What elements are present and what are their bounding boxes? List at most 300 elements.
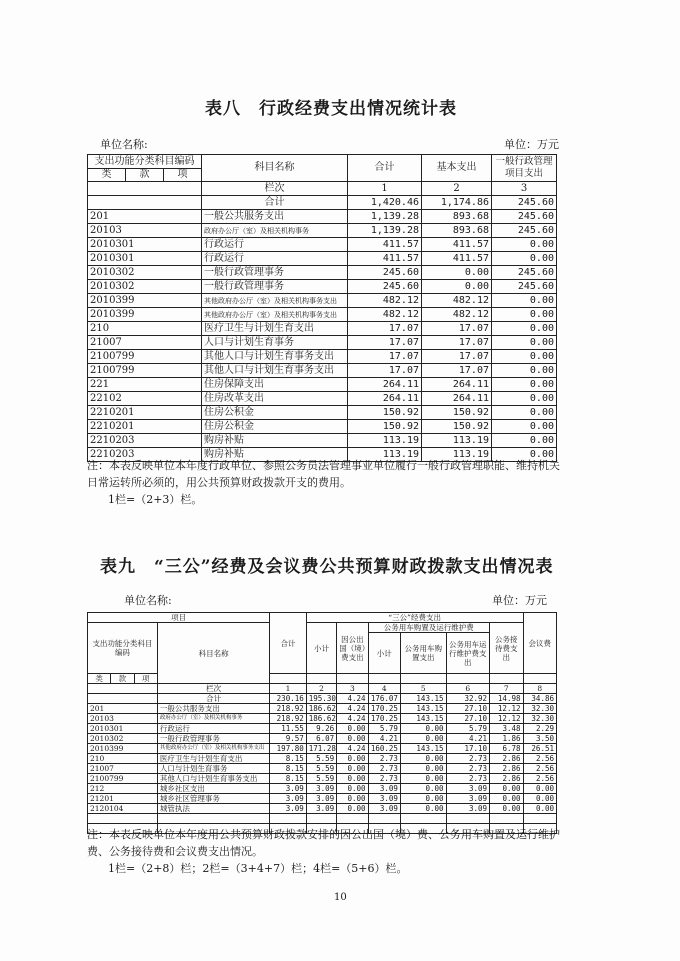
value-cell: 4.21 (368, 734, 400, 744)
table-row (88, 252, 557, 266)
t9-code-header: 支出功能分类科目编码 (88, 623, 158, 674)
basic-cell: 264.11 (422, 392, 492, 406)
name-cell: 政府办公厅（室）及相关机构事务 (202, 224, 348, 238)
value-cell: 9.26 (306, 724, 336, 734)
col3-label: 3 (492, 182, 557, 196)
blank-cell (157, 814, 269, 824)
code-cell: 2010399 (88, 744, 158, 754)
value-cell: 4.24 (337, 744, 368, 754)
name-cell: 住房保障支出 (202, 378, 348, 392)
t9-total-value: 143.15 (400, 694, 446, 704)
sangong-header: “三公”经费支出 (306, 613, 523, 623)
value-cell: 3.09 (446, 794, 490, 804)
value-cell: 8.15 (270, 764, 306, 774)
blank-cell (368, 814, 400, 824)
code-cell: 2010301 (88, 724, 158, 734)
t9-total-value: 4.24 (337, 694, 368, 704)
code-cell: 2100799 (88, 364, 202, 378)
t9-kuan-header: 款 (111, 674, 134, 684)
value-cell: 143.15 (400, 704, 446, 714)
value-cell: 12.12 (490, 704, 523, 714)
general-cell: 245.60 (492, 280, 557, 294)
table-row (88, 804, 557, 814)
total-value: 1,420.46 (348, 196, 422, 210)
value-cell: 3.09 (368, 804, 400, 814)
table9-formula: 1栏=（2+8）栏；2栏=（3+4+7）栏；4栏=（5+6）栏。 (108, 862, 408, 875)
value-cell: 0.00 (400, 774, 446, 784)
total-cell: 17.07 (348, 364, 422, 378)
code-header: 支出功能分类科目编码 (88, 155, 201, 169)
table8-total-row (88, 196, 557, 210)
table9-unit-name: 单位名称: (124, 594, 172, 607)
value-cell: 5.59 (306, 754, 336, 764)
page-number: 10 (334, 892, 347, 903)
table-row (88, 322, 557, 336)
general-cell: 0.00 (492, 434, 557, 448)
value-cell: 0.00 (523, 804, 557, 814)
name-cell: 其他政府办公厅（室）及相关机构事务支出 (202, 294, 348, 308)
general-cell: 0.00 (492, 238, 557, 252)
code-cell: 221 (88, 378, 202, 392)
total-cell: 264.11 (348, 392, 422, 406)
blank-row (88, 814, 557, 824)
total-cell: 245.60 (348, 280, 422, 294)
name-header: 科目名称 (202, 155, 348, 182)
t9-col-label: 5 (400, 684, 446, 694)
name-cell: 医疗卫生与计划生育支出 (202, 322, 348, 336)
name-cell: 购房补贴 (202, 434, 348, 448)
value-cell: 2.86 (490, 754, 523, 764)
general-cell: 0.00 (492, 336, 557, 350)
code-cell: 21201 (88, 794, 158, 804)
table9-lanci-row (88, 684, 557, 694)
value-cell: 5.59 (306, 774, 336, 784)
blank-cell (306, 814, 336, 824)
value-cell: 0.00 (337, 734, 368, 744)
basic-cell: 482.12 (422, 308, 492, 322)
basic-cell: 150.92 (422, 406, 492, 420)
t9-subtotal-header: 小计 (306, 623, 336, 674)
value-cell: 0.00 (490, 804, 523, 814)
blank-cell (523, 674, 557, 684)
table-row (88, 754, 557, 764)
value-cell: 0.00 (337, 804, 368, 814)
kuan-header: 款 (126, 169, 164, 181)
blank-cell (400, 814, 446, 824)
item-header: 项目 (88, 613, 270, 623)
meeting-header: 会议费 (523, 613, 557, 674)
value-cell: 2.86 (490, 774, 523, 784)
value-cell: 2.56 (523, 774, 557, 784)
value-cell: 0.00 (400, 794, 446, 804)
value-cell: 186.62 (306, 704, 336, 714)
basic-cell: 17.07 (422, 322, 492, 336)
value-cell: 2.56 (523, 754, 557, 764)
blank-cell (306, 674, 336, 684)
value-cell: 8.15 (270, 774, 306, 784)
total-cell: 150.92 (348, 406, 422, 420)
t9-total-value: 176.07 (368, 694, 400, 704)
code-cell: 2010302 (88, 280, 202, 294)
value-cell: 0.00 (400, 764, 446, 774)
table-row (88, 350, 557, 364)
table-row (88, 308, 557, 322)
total-cell: 411.57 (348, 238, 422, 252)
name-cell: 住房公积金 (202, 406, 348, 420)
table-row (88, 364, 557, 378)
name-cell: 其他人口与计划生育事务支出 (202, 364, 348, 378)
vehicle-buy-header: 公务用车购置支出 (400, 633, 446, 674)
table-row (88, 704, 557, 714)
code-cell: 2010399 (88, 308, 202, 322)
reception-header: 公务接待费支出 (490, 623, 523, 674)
name-cell: 其他政府办公厅（室）及相关机构事务支出 (202, 308, 348, 322)
value-cell: 12.12 (490, 714, 523, 724)
name-cell: 政府办公厅（室）及相关机构事务 (157, 714, 269, 724)
blank-cell (88, 182, 202, 196)
value-cell: 3.09 (270, 784, 306, 794)
total-cell: 17.07 (348, 322, 422, 336)
general-cell: 245.60 (492, 266, 557, 280)
table8-note: 注：本表反映单位本年度行政单位、参照公务员法管理事业单位履行一般行政管理职能、维持机关日常运转所必须的，用公共预算财政拨款开支的费用。 (87, 459, 560, 489)
general-cell: 0.00 (492, 406, 557, 420)
value-cell: 26.51 (523, 744, 557, 754)
value-cell: 2.73 (446, 754, 490, 764)
total-cell: 1,139.28 (348, 224, 422, 238)
blank-cell (490, 674, 523, 684)
t9-name-header: 科目名称 (157, 623, 269, 684)
t9-total-label: 合计 (157, 694, 269, 704)
value-cell: 170.25 (368, 714, 400, 724)
basic-cell: 411.57 (422, 238, 492, 252)
value-cell: 32.30 (523, 704, 557, 714)
general-cell: 245.60 (492, 210, 557, 224)
table9-note: 注：本表反映单位本年度用公共预算财政拨款安排的因公出国（境）费、公务用车购置及运行维护费、公务接待费和会议费支出情况。 (87, 828, 560, 858)
value-cell: 3.09 (368, 784, 400, 794)
value-cell: 2.73 (368, 774, 400, 784)
total-label: 合计 (202, 196, 348, 210)
value-cell: 170.25 (368, 704, 400, 714)
value-cell: 3.50 (523, 734, 557, 744)
value-cell: 1.86 (490, 734, 523, 744)
name-cell: 其他人口与计划生育事务支出 (202, 350, 348, 364)
t9-col-label: 4 (368, 684, 400, 694)
table9-header-row1 (88, 613, 557, 623)
name-cell: 城乡社区管理事务 (157, 794, 269, 804)
blank-cell (490, 814, 523, 824)
t9-total-value: 14.98 (490, 694, 523, 704)
code-header-cell (88, 155, 202, 182)
t9-lanci-label: 栏次 (157, 684, 269, 694)
value-cell: 11.55 (270, 724, 306, 734)
t9-col-label: 7 (490, 684, 523, 694)
value-cell: 9.57 (270, 734, 306, 744)
table-row (88, 764, 557, 774)
general-cell: 0.00 (492, 392, 557, 406)
blank-cell (270, 814, 306, 824)
basic-cell: 264.11 (422, 378, 492, 392)
name-cell: 人口与计划生育事务 (157, 764, 269, 774)
value-cell: 4.21 (446, 734, 490, 744)
xiang-header: 项 (177, 169, 188, 180)
value-cell: 218.92 (270, 714, 306, 724)
table8-unit: 单位：万元 (504, 138, 559, 151)
blank-cell (446, 814, 490, 824)
total-cell: 411.57 (348, 252, 422, 266)
name-cell: 城乡社区支出 (157, 784, 269, 794)
table-row (88, 744, 557, 754)
code-cell: 20103 (88, 224, 202, 238)
basic-header: 基本支出 (422, 155, 492, 182)
total-cell: 113.19 (348, 448, 422, 462)
code-cell: 2010399 (88, 294, 202, 308)
table-row (88, 406, 557, 420)
basic-cell: 113.19 (422, 434, 492, 448)
total-cell: 482.12 (348, 308, 422, 322)
value-cell: 8.15 (270, 754, 306, 764)
general-header: 一般行政管理项目支出 (492, 155, 557, 182)
basic-cell: 482.12 (422, 294, 492, 308)
value-cell: 2.73 (446, 774, 490, 784)
t9-total-value: 230.16 (270, 694, 306, 704)
name-cell: 其他政府办公厅（室）及相关机构事务支出 (157, 744, 269, 754)
basic-cell: 893.68 (422, 224, 492, 238)
name-cell: 购房补贴 (202, 448, 348, 462)
value-cell: 0.00 (337, 764, 368, 774)
code-cell: 201 (88, 704, 158, 714)
table-row (88, 238, 557, 252)
name-cell: 一般行政管理事务 (202, 266, 348, 280)
value-cell: 5.79 (368, 724, 400, 734)
table9-title: 表九 “三公”经费及会议费公共预算财政拨款支出情况表 (100, 557, 554, 577)
general-cell: 0.00 (492, 322, 557, 336)
basic-cell: 150.92 (422, 420, 492, 434)
blank-cell (368, 674, 400, 684)
total-cell: 245.60 (348, 266, 422, 280)
name-cell: 住房公积金 (202, 420, 348, 434)
name-cell: 城管执法 (157, 804, 269, 814)
code-cell: 20103 (88, 714, 158, 724)
value-cell: 3.09 (306, 804, 336, 814)
t9-total-value: 195.30 (306, 694, 336, 704)
basic-cell: 17.07 (422, 336, 492, 350)
value-cell: 32.30 (523, 714, 557, 724)
col1-label: 1 (348, 182, 422, 196)
col2-label: 2 (422, 182, 492, 196)
table-row (88, 434, 557, 448)
vehicle-run-header: 公务用车运行维护费支出 (446, 633, 490, 674)
table-row (88, 392, 557, 406)
value-cell: 0.00 (337, 794, 368, 804)
value-cell: 0.00 (337, 784, 368, 794)
value-cell: 3.09 (368, 794, 400, 804)
general-value: 245.60 (492, 196, 557, 210)
code-cell: 2100799 (88, 774, 158, 784)
value-cell: 5.59 (306, 764, 336, 774)
table-row (88, 420, 557, 434)
lanci-label: 栏次 (202, 182, 348, 196)
total-cell: 482.12 (348, 294, 422, 308)
value-cell: 0.00 (400, 784, 446, 794)
value-cell: 0.00 (523, 784, 557, 794)
code-cell: 2210203 (88, 434, 202, 448)
value-cell: 4.24 (337, 704, 368, 714)
blank-cell (88, 814, 158, 824)
basic-value: 1,174.86 (422, 196, 492, 210)
name-cell: 一般行政管理事务 (157, 734, 269, 744)
code-cell: 210 (88, 754, 158, 764)
value-cell: 17.10 (446, 744, 490, 754)
general-cell: 0.00 (492, 308, 557, 322)
blank-cell (270, 674, 306, 684)
value-cell: 0.00 (400, 734, 446, 744)
basic-cell: 17.07 (422, 350, 492, 364)
value-cell: 6.07 (306, 734, 336, 744)
value-cell: 197.80 (270, 744, 306, 754)
code-cell: 2210201 (88, 420, 202, 434)
code-cell: 2010302 (88, 266, 202, 280)
code-cell: 212 (88, 784, 158, 794)
value-cell: 0.00 (400, 804, 446, 814)
value-cell: 3.48 (490, 724, 523, 734)
value-cell: 160.25 (368, 744, 400, 754)
value-cell: 27.10 (446, 704, 490, 714)
code-cell: 2210203 (88, 448, 202, 462)
value-cell: 0.00 (400, 754, 446, 764)
vehicle-header: 公务用车购置及运行维护费 (368, 623, 490, 633)
t9-xiang-header: 项 (134, 674, 157, 684)
general-cell: 245.60 (492, 224, 557, 238)
blank-cell (88, 684, 158, 694)
value-cell: 27.10 (446, 714, 490, 724)
code-cell: 22102 (88, 392, 202, 406)
code-cell: 210 (88, 322, 202, 336)
total-cell: 150.92 (348, 420, 422, 434)
table-row (88, 714, 557, 724)
value-cell: 4.24 (337, 714, 368, 724)
code-cell: 2210201 (88, 406, 202, 420)
value-cell: 3.09 (306, 784, 336, 794)
code-cell: 2010302 (88, 734, 158, 744)
value-cell: 2.73 (368, 764, 400, 774)
blank-cell (88, 694, 158, 704)
value-cell: 3.09 (270, 794, 306, 804)
table9-total-row (88, 694, 557, 704)
table-row (88, 294, 557, 308)
t9-total-value: 32.92 (446, 694, 490, 704)
blank-cell (446, 674, 490, 684)
blank-cell (88, 196, 202, 210)
value-cell: 0.00 (490, 794, 523, 804)
table-row (88, 210, 557, 224)
table-row (88, 794, 557, 804)
table8-unit-name: 单位名称: (100, 138, 148, 151)
value-cell: 186.62 (306, 714, 336, 724)
code-cell: 21007 (88, 336, 202, 350)
value-cell: 0.00 (337, 724, 368, 734)
basic-cell: 893.68 (422, 210, 492, 224)
value-cell: 0.00 (523, 794, 557, 804)
table-row (88, 266, 557, 280)
value-cell: 3.09 (306, 794, 336, 804)
table8 (87, 154, 557, 462)
general-cell: 0.00 (492, 420, 557, 434)
value-cell: 143.15 (400, 744, 446, 754)
name-cell: 行政运行 (202, 238, 348, 252)
basic-cell: 0.00 (422, 266, 492, 280)
blank-cell (400, 674, 446, 684)
table9-unit: 单位：万元 (492, 594, 547, 607)
code-cell: 201 (88, 210, 202, 224)
value-cell: 218.92 (270, 704, 306, 714)
name-cell: 人口与计划生育事务 (202, 336, 348, 350)
t9-col-label: 3 (337, 684, 368, 694)
basic-cell: 0.00 (422, 280, 492, 294)
general-cell: 0.00 (492, 448, 557, 462)
name-cell: 一般公共服务支出 (157, 704, 269, 714)
general-cell: 0.00 (492, 364, 557, 378)
value-cell: 0.00 (490, 784, 523, 794)
value-cell: 143.15 (400, 714, 446, 724)
name-cell: 一般行政管理事务 (202, 280, 348, 294)
value-cell: 3.09 (270, 804, 306, 814)
general-cell: 0.00 (492, 378, 557, 392)
t9-col-label: 8 (523, 684, 557, 694)
table-row (88, 336, 557, 350)
value-cell: 5.79 (446, 724, 490, 734)
t9-col-label: 1 (270, 684, 306, 694)
abroad-header: 因公出国（境）费支出 (337, 623, 368, 674)
table-row (88, 784, 557, 794)
value-cell: 2.86 (490, 764, 523, 774)
name-cell: 其他人口与计划生育事务支出 (157, 774, 269, 784)
table-row (88, 734, 557, 744)
table9 (87, 612, 557, 834)
blank-cell (523, 814, 557, 824)
code-cell: 2010301 (88, 238, 202, 252)
code-cell: 2010301 (88, 252, 202, 266)
code-cell: 2100799 (88, 350, 202, 364)
table-row (88, 224, 557, 238)
t9-col-label: 6 (446, 684, 490, 694)
table8-lanci-row (88, 182, 557, 196)
total-cell: 1,139.28 (348, 210, 422, 224)
value-cell: 0.00 (400, 724, 446, 734)
general-cell: 0.00 (492, 294, 557, 308)
value-cell: 2.29 (523, 724, 557, 734)
code-cell: 21007 (88, 764, 158, 774)
table9-header-row2 (88, 623, 557, 633)
total-cell: 17.07 (348, 336, 422, 350)
value-cell: 0.00 (337, 754, 368, 764)
value-cell: 2.73 (368, 754, 400, 764)
name-cell: 一般公共服务支出 (202, 210, 348, 224)
table-row (88, 774, 557, 784)
value-cell: 2.56 (523, 764, 557, 774)
value-cell: 171.28 (306, 744, 336, 754)
t9-lei-header: 类 (88, 674, 111, 684)
total-cell: 264.11 (348, 378, 422, 392)
general-cell: 0.00 (492, 252, 557, 266)
name-cell: 医疗卫生与计划生育支出 (157, 754, 269, 764)
table8-formula: 1栏=（2+3）栏。 (108, 493, 203, 506)
name-cell: 行政运行 (157, 724, 269, 734)
blank-cell (337, 674, 368, 684)
vehicle-sub-header: 小计 (368, 633, 400, 674)
general-cell: 0.00 (492, 350, 557, 364)
table-row (88, 378, 557, 392)
value-cell: 6.78 (490, 744, 523, 754)
